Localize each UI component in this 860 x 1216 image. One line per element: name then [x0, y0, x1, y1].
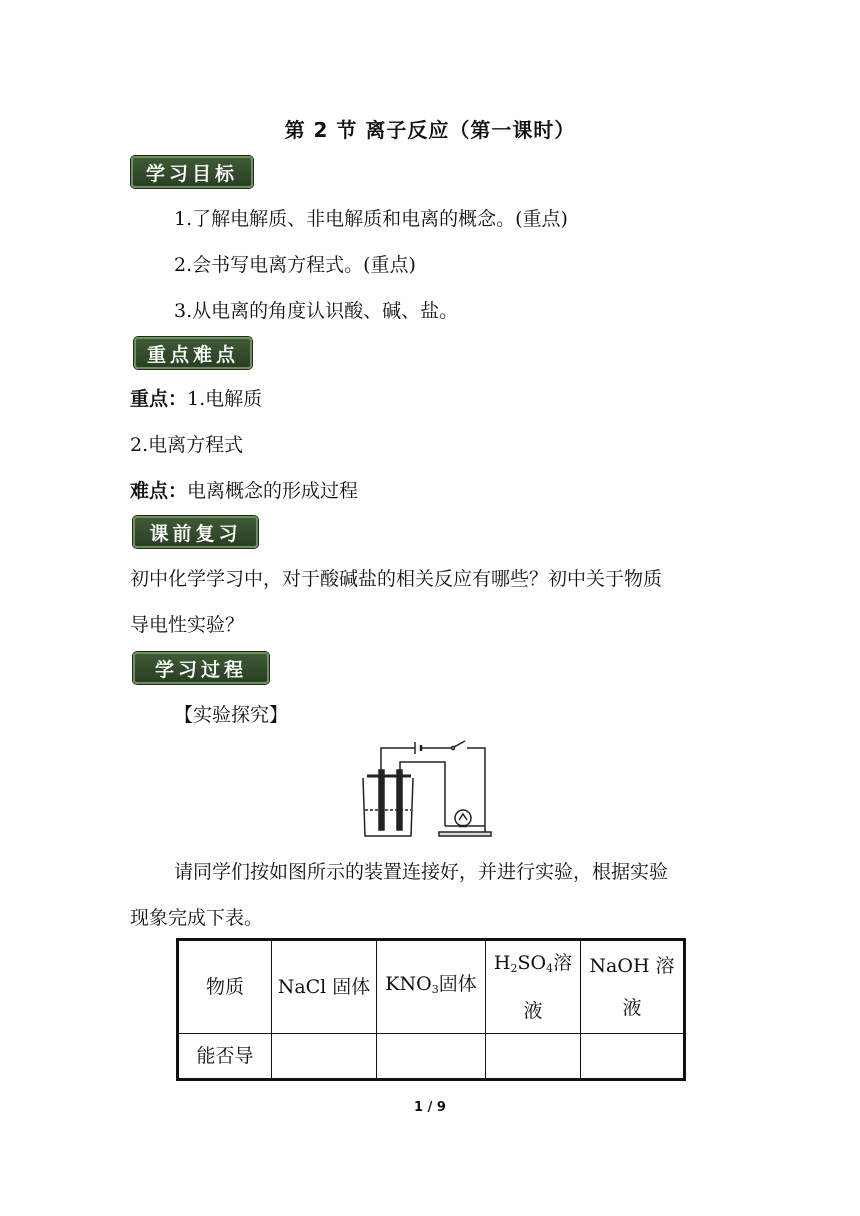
- bulb: [455, 810, 471, 826]
- difficulty-line: [130, 476, 358, 503]
- difficulty-text: 电离概念的形成过程: [187, 480, 359, 502]
- objective-1: 1.了解电解质、非电解质和电离的概念。(重点): [174, 208, 568, 230]
- electrode-left: [379, 770, 384, 830]
- table-row: [178, 1034, 685, 1080]
- section-badge-key-points: 重点难点: [134, 337, 252, 369]
- electrode-right: [397, 770, 402, 830]
- key-point-1: 1.电解质: [187, 388, 263, 410]
- base-board: [439, 832, 491, 836]
- page-number: 1 / 9: [414, 1100, 446, 1115]
- beaker: [363, 778, 413, 836]
- header-nacl: NaCl 固体: [272, 940, 377, 1034]
- review-line-2: 导电性实验？: [130, 614, 245, 636]
- table-header-row: [178, 940, 685, 1034]
- section-badge-objectives: 学习目标: [131, 156, 253, 188]
- row-label-conductive: 能否导: [178, 1034, 272, 1080]
- experiment-label: 【实验探究】: [174, 704, 289, 726]
- objective-3: 3.从电离的角度认识酸、碱、盐。: [174, 300, 459, 322]
- header-h2so4: $H_2SO_4$溶 液: [486, 940, 581, 1034]
- key-point-line: [130, 384, 262, 411]
- section-badge-process: 学习过程: [133, 652, 269, 684]
- objective-2: 2.会书写电离方程式。(重点): [174, 254, 416, 276]
- experiment-table: [176, 938, 686, 1081]
- section-badge-review: 课前复习: [133, 516, 258, 548]
- header-substance: 物质: [178, 940, 272, 1034]
- header-naoh: NaOH 溶 液: [581, 940, 685, 1034]
- key-point-label: 重点：: [130, 388, 188, 410]
- cell-empty: [581, 1034, 685, 1080]
- cell-empty: [377, 1034, 486, 1080]
- instruction-line-2: 现象完成下表。: [130, 907, 264, 929]
- difficulty-label: 难点：: [130, 480, 188, 502]
- conductivity-apparatus-diagram: [355, 740, 500, 840]
- cell-empty: [486, 1034, 581, 1080]
- review-line-1: 初中化学学习中，对于酸碱盐的相关反应有哪些？初中关于物质: [130, 568, 663, 590]
- page-title: 第 2 节 离子反应（第一课时）: [284, 118, 576, 142]
- instruction-line-1: 请同学们按如图所示的装置连接好，并进行实验，根据实验: [174, 861, 669, 883]
- key-point-2: 2.电离方程式: [130, 434, 244, 456]
- cell-empty: [272, 1034, 377, 1080]
- header-kno3: $KNO_3$固体: [377, 940, 486, 1034]
